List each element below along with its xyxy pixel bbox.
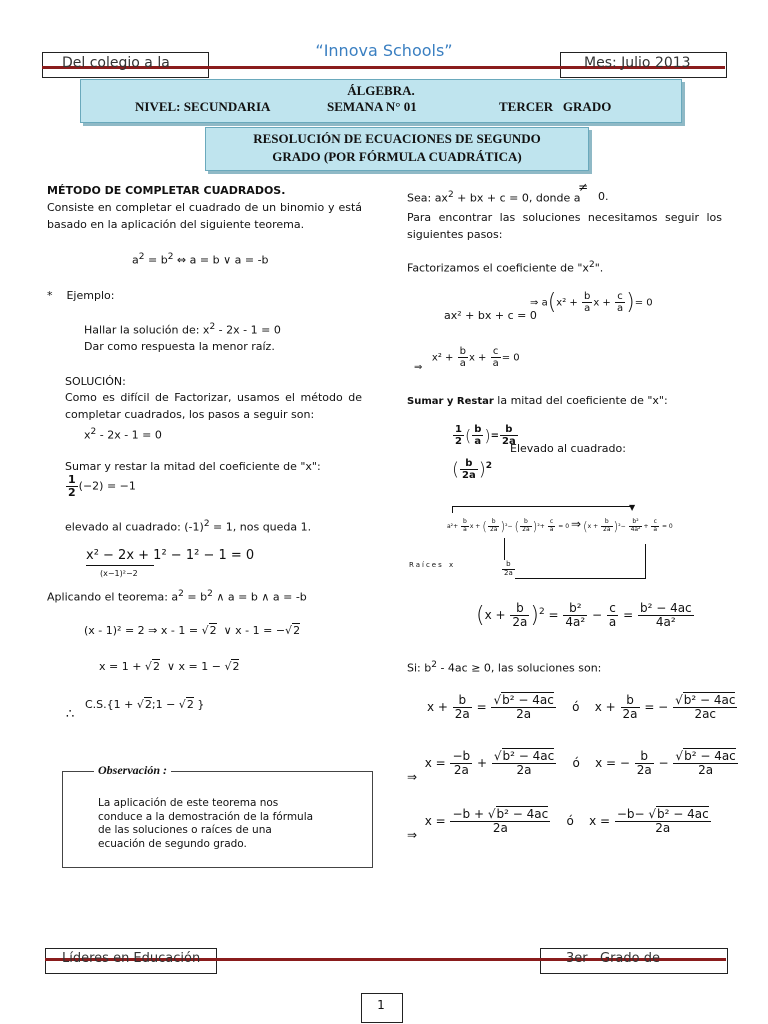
raices-label: Raíces: [409, 561, 444, 569]
para-text: Para encontrar las soluciones necesitamos seguir los siguientes pasos:: [407, 211, 722, 242]
step-2: x = 1 + √2 ∨ x = 1 − √2: [99, 660, 240, 673]
solution-eq: $x^2 - 2x - 1 = 0$: [84, 427, 162, 442]
diagram-expression: a²+ $\frac{b}{a}$ x + ( $\frac{b}{2a}$ )²− ( $\frac{b}{2a}$ )²+ $\frac{c}{a}$ = 0 ⇒ (x + $\frac{b}{2a}$ )²− $\frac{\text{b²}}{\text{4a²}}$ + $\frac{c}{a}$ = 0: [447, 517, 673, 534]
method-title: MÉTODO DE COMPLETAR CUADRADOS.: [47, 184, 286, 197]
solution-label: SOLUCIÓN:: [65, 375, 126, 388]
topic-banner: [205, 127, 589, 171]
underbrace-line: [86, 565, 154, 566]
footer-left-text: Líderes en Educación: [62, 951, 201, 966]
therefore-symbol: ∴: [66, 707, 75, 722]
page-number: 1: [377, 998, 385, 1012]
raices-x: x: [449, 561, 454, 569]
header-left-text: Del colegio a la: [62, 55, 170, 71]
solution-row-1: x + $\frac{b}{2a}$ = $\frac{\text{√b² − 4ac}}{2a}$ ó x + $\frac{b}{2a}$ = − $\frac{\text{√b² − 4ac}}{2ac}$: [427, 693, 736, 722]
apply-theorem: Aplicando el teorema: $a^2 = b^2$ ∧ a = b ∧ a = -b: [47, 589, 307, 604]
footer-right-text: 3er Grado de: [566, 951, 660, 966]
b-over-2a-squared: ( $\frac{b}{2a}$ )$^2$: [452, 458, 493, 481]
grade-label: TERCER GRADO: [499, 99, 612, 114]
underbrace-label: (x−1)²−2: [100, 569, 138, 578]
expanded-equation: x² − 2x + 1² − 1² − 1 = 0: [86, 548, 255, 563]
topic-line-1: RESOLUCIÓN DE ECUACIONES DE SEGUNDO: [253, 131, 541, 146]
half-coefficient: $\frac{1}{2}$ (−2) = −1: [68, 473, 136, 500]
header-right-text: Mes: Julio 2013: [584, 55, 691, 71]
factor-eq-left: ax² + bx + c = 0: [444, 309, 537, 322]
completed-square-equation: (x + $\frac{b}{2a}$ )$^2$ = $\frac{\text{b²}}{\text{4a²}}$ − $\frac{c}{a}$ = $\frac{\text{b² − 4ac}}{\text{4a²}}$: [476, 601, 692, 630]
raices-fraction: $\frac{b}{2a}$: [504, 560, 513, 577]
subject-banner: [80, 79, 682, 123]
observation-title: Observación :: [94, 763, 171, 778]
example-answer: Dar como respuesta la menor raíz.: [84, 340, 275, 353]
diagram-down-arrow: [504, 538, 505, 560]
elevado-text: Elevado al cuadrado:: [510, 442, 626, 455]
diagram-return-line: [515, 544, 646, 579]
discriminant-condition: Si: $b^2 - 4ac \ge 0$, las soluciones son:: [407, 660, 602, 675]
solution-text: Como es difícil de Factorizar, usamos el método de completar cuadrados, los pasos a seguir son:: [65, 391, 362, 422]
school-name: “Innova Schools”: [315, 41, 453, 60]
method-intro: Consiste en completar el cuadrado de un binomio y está basado en la aplicación del siguiente teorema.: [47, 201, 362, 232]
observation-text: La aplicación de este teorema nos conduce a la demostración de la fórmula de las soluciones o raíces de una ecuación de segundo grado.: [98, 797, 314, 850]
diagram-top-arrowhead: ▼: [629, 503, 636, 512]
example-problem: Hallar la solución de: $x^2 - 2x - 1 = 0$: [84, 322, 281, 337]
factor-eq-right: ⇒ a(x² + $\frac{b}{a}$ x + $\frac{c}{a}$ )= 0: [530, 290, 653, 315]
topic-line-2: GRADO (POR FÓRMULA CUADRÁTICA): [272, 149, 522, 164]
example-label: * Ejemplo:: [47, 289, 115, 302]
squared-text: elevado al cuadrado: $(-1)^2 = 1$, nos queda 1.: [65, 519, 312, 534]
step-1: (x - 1)² = 2 ⇒ x - 1 = √2 ∨ x - 1 = −√2: [84, 624, 301, 637]
solution-set: C.S.{1 + √2;1 − √2 }: [85, 698, 205, 711]
solution-row-2: ⇒ x = $\frac{-b}{2a}$ + $\frac{\text{√b² − 4ac}}{2a}$ ó x = − $\frac{b}{2a}$ − $\frac{\text{√b² − 4ac}}{2a}$: [407, 749, 736, 785]
subject-title: ÁLGEBRA.: [347, 83, 415, 98]
week-label: SEMANA N° 01: [327, 99, 417, 114]
factored-eq: ⇒ x² + $\frac{b}{a}$ x + $\frac{c}{a}$ = 0: [414, 346, 520, 373]
not-equal-symbol: ≠: [578, 180, 589, 194]
sea-statement: Sea: $ax^2$ + bx + c = 0, donde a: [407, 190, 581, 205]
sum-rest-text: Sumar y restar la mitad del coeficiente de "x":: [65, 460, 321, 473]
zero-value: 0.: [598, 190, 609, 203]
solution-row-3: ⇒ x = $\frac{\text{−b + √b² − 4ac}}{2a}$ ó x = $\frac{\text{−b− √b² − 4ac}}{2a}$: [407, 807, 709, 843]
theorem: $a^2 = b^2$ ⇔ a = b ∨ a = -b: [132, 252, 269, 267]
factor-text: Factorizamos el coeficiente de "$x^2$".: [407, 260, 604, 275]
half-b-over-a: $\frac{1}{2}$ ( $\frac{b}{a}$ )= $\frac{b}{2a}$: [455, 424, 516, 447]
diagram-top-arrow-line: [452, 503, 636, 513]
sumar-restar-text: Sumar y Restar la mitad del coeficiente de "x":: [407, 394, 668, 407]
level-label: NIVEL: SECUNDARIA: [135, 99, 271, 114]
